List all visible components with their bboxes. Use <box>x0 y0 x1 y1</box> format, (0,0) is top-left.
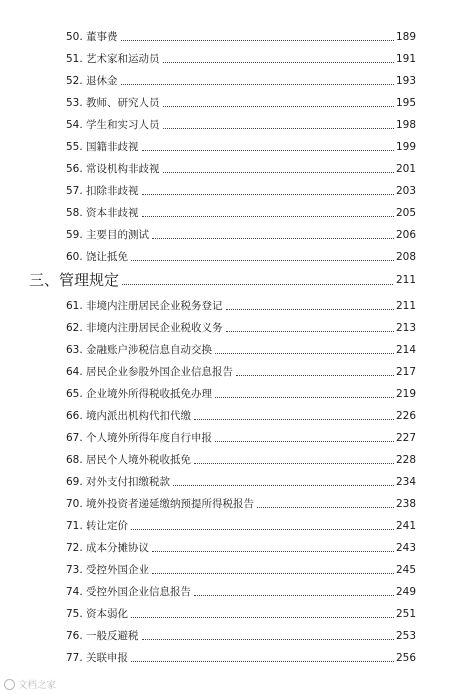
toc-entry-page: 227 <box>395 432 416 444</box>
toc-section-heading[interactable] <box>29 268 416 290</box>
dot-leader <box>215 396 394 398</box>
toc-entry[interactable] <box>66 28 416 44</box>
toc-entry-title: 63. 金融账户涉税信息自动交换 <box>66 344 213 356</box>
toc-entry[interactable] <box>66 182 416 198</box>
toc-entry-page: 256 <box>395 652 416 664</box>
toc-entry-page: 213 <box>395 322 416 334</box>
toc-entry[interactable] <box>66 429 416 445</box>
dot-leader <box>226 308 394 310</box>
toc-entry-page: 245 <box>395 564 416 576</box>
toc-entry-page: 198 <box>395 119 416 131</box>
toc-entry-title: 59. 主要目的测试 <box>66 229 150 241</box>
toc-entry[interactable] <box>66 451 416 467</box>
toc-entry-title: 61. 非境内注册居民企业税务登记 <box>66 300 223 312</box>
dot-leader <box>173 484 394 486</box>
dot-leader <box>163 61 394 63</box>
toc-entry-title: 50. 董事费 <box>66 31 118 43</box>
toc-entry-title: 70. 境外投资者递延缴纳预提所得税报告 <box>66 498 255 510</box>
toc-entry-page: 241 <box>395 520 416 532</box>
toc-entry-title: 67. 个人境外所得年度自行申报 <box>66 432 213 444</box>
toc-entry-title: 74. 受控外国企业信息报告 <box>66 586 192 598</box>
dot-leader <box>215 440 394 442</box>
toc-entry-page: 201 <box>395 163 416 175</box>
toc-entry-title: 58. 资本非歧视 <box>66 207 139 219</box>
dot-leader <box>142 215 394 217</box>
toc-entry-title: 60. 饶让抵免 <box>66 251 129 263</box>
dot-leader <box>142 638 394 640</box>
toc-entry-title: 53. 教师、研究人员 <box>66 97 160 109</box>
dot-leader <box>236 374 394 376</box>
dot-leader <box>131 528 394 530</box>
dot-leader <box>152 550 394 552</box>
toc-entry-title: 65. 企业境外所得税收抵免办理 <box>66 388 213 400</box>
toc-entry-page: 205 <box>395 207 416 219</box>
dot-leader <box>131 616 394 618</box>
toc-entry-page: 249 <box>395 586 416 598</box>
toc-entry-title: 71. 转让定价 <box>66 520 129 532</box>
toc-entry[interactable] <box>66 649 416 665</box>
toc-entry-page: 195 <box>395 97 416 109</box>
toc-entry-page: 208 <box>395 251 416 263</box>
toc-entry-title: 66. 境内派出机构代扣代缴 <box>66 410 192 422</box>
dot-leader <box>121 83 394 85</box>
toc-entry-page: 243 <box>395 542 416 554</box>
watermark <box>4 677 56 691</box>
toc-entry[interactable] <box>66 561 416 577</box>
toc-section-page: 211 <box>395 274 416 286</box>
dot-leader <box>194 594 394 596</box>
dot-leader <box>152 237 394 239</box>
toc-entry[interactable] <box>66 363 416 379</box>
toc-entry[interactable] <box>66 583 416 599</box>
toc-entry[interactable] <box>66 627 416 643</box>
toc-entry[interactable] <box>66 319 416 335</box>
dot-leader <box>226 330 394 332</box>
toc-entry-title: 76. 一般反避税 <box>66 630 139 642</box>
toc-entry[interactable] <box>66 226 416 242</box>
toc-entry-title: 51. 艺术家和运动员 <box>66 53 160 65</box>
toc-entry[interactable] <box>66 517 416 533</box>
toc-entry-title: 62. 非境内注册居民企业税收义务 <box>66 322 223 334</box>
dot-leader <box>163 105 394 107</box>
toc-entry-page: 193 <box>395 75 416 87</box>
toc-entry-title: 77. 关联申报 <box>66 652 129 664</box>
toc-entry[interactable] <box>66 605 416 621</box>
toc-entry[interactable] <box>66 495 416 511</box>
toc-entry[interactable] <box>66 385 416 401</box>
toc-entry-title: 69. 对外支付扣缴税款 <box>66 476 171 488</box>
toc-entry-page: 199 <box>395 141 416 153</box>
dot-leader <box>131 660 394 662</box>
dot-leader <box>257 506 394 508</box>
toc-entry-page: 191 <box>395 53 416 65</box>
toc-entry-page: 211 <box>395 300 416 312</box>
toc-entry[interactable] <box>66 341 416 357</box>
dot-leader <box>152 572 394 574</box>
toc-entry-title: 54. 学生和实习人员 <box>66 119 160 131</box>
toc-entry-title: 64. 居民企业参股外国企业信息报告 <box>66 366 234 378</box>
toc-entry[interactable] <box>66 407 416 423</box>
toc-entry-title: 57. 扣除非歧视 <box>66 185 139 197</box>
toc-entry-page: 226 <box>395 410 416 422</box>
toc-entry[interactable] <box>66 94 416 110</box>
dot-leader <box>194 462 394 464</box>
toc-entry[interactable] <box>66 116 416 132</box>
toc-entry-page: 253 <box>395 630 416 642</box>
toc-section-title: 三、管理规定 <box>29 271 120 289</box>
toc-entry[interactable] <box>66 72 416 88</box>
toc-entry-title: 68. 居民个人境外税收抵免 <box>66 454 192 466</box>
toc-entry-page: 203 <box>395 185 416 197</box>
toc-entry-title: 72. 成本分摊协议 <box>66 542 150 554</box>
toc-entry-page: 219 <box>395 388 416 400</box>
toc-entry-title: 75. 资本弱化 <box>66 608 129 620</box>
toc-entry[interactable] <box>66 50 416 66</box>
watermark-logo-icon <box>4 679 15 690</box>
toc-entry-page: 189 <box>395 31 416 43</box>
dot-leader <box>163 127 394 129</box>
dot-leader <box>122 283 393 285</box>
toc-entry-page: 214 <box>395 344 416 356</box>
dot-leader <box>121 39 394 41</box>
dot-leader <box>131 259 394 261</box>
toc-entry[interactable] <box>66 473 416 489</box>
toc-entry[interactable] <box>66 160 416 176</box>
toc-entry-page: 234 <box>395 476 416 488</box>
watermark-text: 文档之家 <box>18 680 57 691</box>
toc-entry-page: 217 <box>395 366 416 378</box>
toc-entry-title: 55. 国籍非歧视 <box>66 141 139 153</box>
toc-entry[interactable] <box>66 248 416 264</box>
dot-leader <box>163 171 394 173</box>
dot-leader <box>142 193 394 195</box>
toc-entry[interactable] <box>66 138 416 154</box>
toc-entry-page: 251 <box>395 608 416 620</box>
toc-entry[interactable] <box>66 539 416 555</box>
dot-leader <box>215 352 394 354</box>
toc-entry-page: 228 <box>395 454 416 466</box>
toc-entry-page: 206 <box>395 229 416 241</box>
dot-leader <box>142 149 394 151</box>
toc-entry-title: 56. 常设机构非歧视 <box>66 163 160 175</box>
toc-entry-title: 73. 受控外国企业 <box>66 564 150 576</box>
dot-leader <box>194 418 394 420</box>
toc-entry-page: 238 <box>395 498 416 510</box>
toc-entry-title: 52. 退休金 <box>66 75 118 87</box>
toc-entry[interactable] <box>66 204 416 220</box>
toc-entry[interactable] <box>66 297 416 313</box>
